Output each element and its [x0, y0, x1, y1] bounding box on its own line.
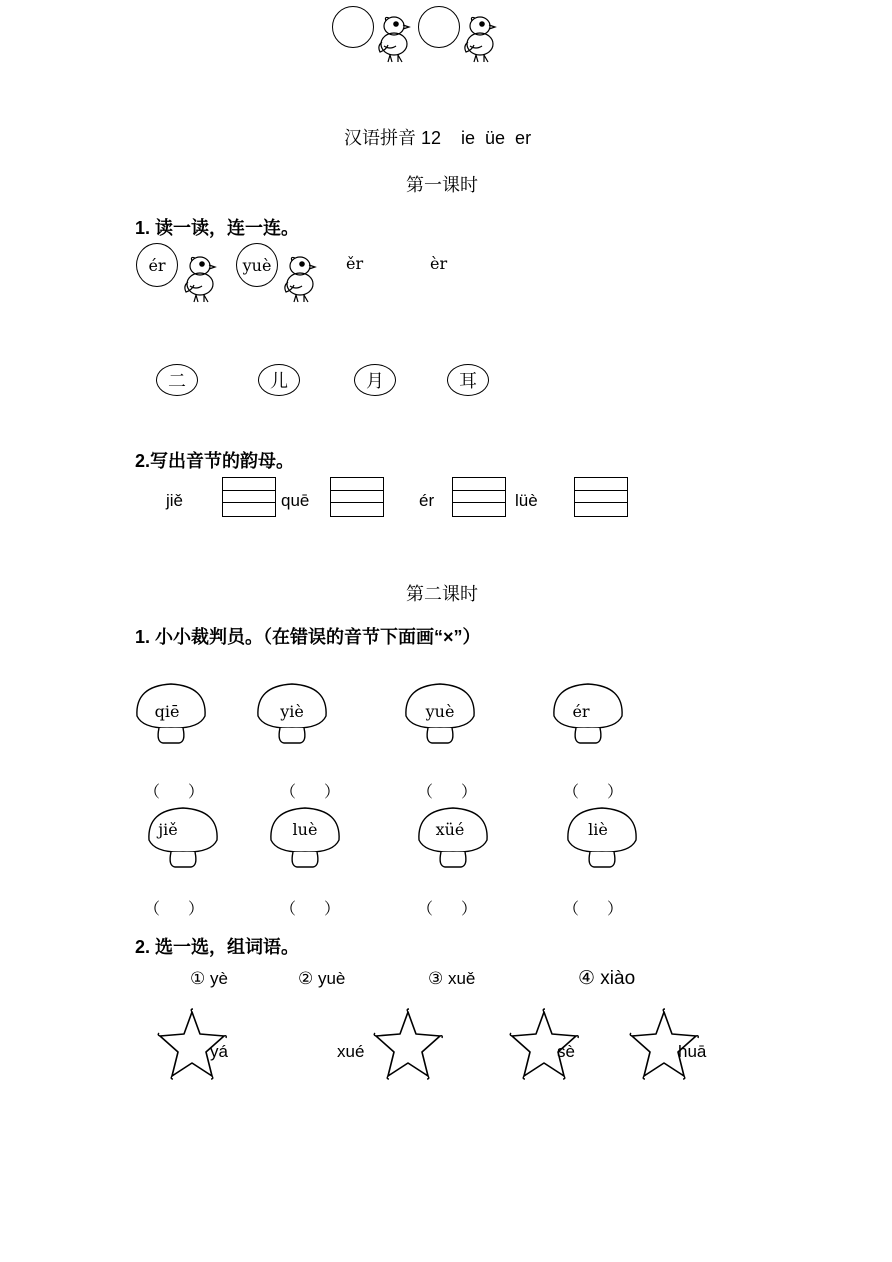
bird-icon — [180, 252, 220, 304]
pinyin-text: ér — [148, 255, 166, 275]
mushroom-pinyin: qiē — [154, 702, 180, 721]
lesson2-subtitle: 第二课时 — [406, 584, 478, 605]
char-circle-er-two[interactable] — [156, 364, 198, 396]
mushroom-card — [402, 682, 478, 746]
star-syllable-se: sè — [557, 1042, 575, 1061]
option-2[interactable]: ② yuè — [298, 969, 346, 988]
answer-parens[interactable]: （ ） — [563, 782, 623, 801]
lesson1-subtitle: 第一课时 — [406, 175, 478, 196]
star-syllable-hua: huā — [678, 1042, 707, 1061]
mushroom-pinyin: jiě — [158, 820, 178, 839]
answer-grid[interactable] — [330, 477, 384, 517]
syllable-er: ér — [419, 491, 435, 510]
syllable-jie: jiě — [166, 491, 184, 510]
answer-parens[interactable]: （ ） — [417, 782, 477, 801]
bird-icon — [374, 12, 414, 64]
answer-parens[interactable]: （ ） — [280, 782, 340, 801]
star-syllable-xue: xué — [337, 1042, 365, 1061]
top-blank-circle-1 — [332, 6, 374, 48]
answer-grid[interactable] — [452, 477, 506, 517]
lesson1-q2-heading: 2.写出音节的韵母。 — [135, 451, 295, 471]
mushroom-card — [267, 806, 343, 870]
option-1[interactable]: ① yè — [190, 969, 228, 988]
mushroom-pinyin: ér — [572, 702, 590, 721]
mushroom-pinyin: liè — [588, 820, 608, 839]
top-blank-circle-2 — [418, 6, 460, 48]
mushroom-card — [550, 682, 626, 746]
option-4[interactable]: ④ xiào — [578, 968, 636, 989]
char-text: 儿 — [270, 371, 288, 392]
char-circle-yue-moon[interactable] — [354, 364, 396, 396]
pinyin-er3[interactable]: ěr — [346, 254, 364, 273]
char-text: 月 — [366, 371, 384, 392]
syllable-lue: lüè — [515, 491, 538, 510]
star-syllable-ya: yá — [210, 1042, 228, 1061]
star-icon[interactable] — [372, 1008, 444, 1080]
mushroom-card — [415, 806, 491, 870]
mushroom-pinyin: xüé — [435, 820, 465, 839]
pinyin-er4[interactable]: èr — [430, 254, 448, 273]
answer-grid[interactable] — [222, 477, 276, 517]
lesson2-q1-heading: 1. 小小裁判员。（在错误的音节下面画“×”） — [135, 627, 481, 647]
pinyin-circle-yue[interactable] — [236, 243, 278, 287]
lesson2-q2-heading: 2. 选一选，组词语。 — [135, 937, 300, 957]
answer-parens[interactable]: （ ） — [280, 899, 340, 918]
char-circle-er-ear[interactable] — [447, 364, 489, 396]
answer-parens[interactable]: （ ） — [144, 899, 204, 918]
mushroom-card — [133, 682, 209, 746]
lesson1-q1-heading: 1. 读一读，连一连。 — [135, 218, 300, 238]
mushroom-pinyin: yiè — [280, 702, 304, 721]
answer-parens[interactable]: （ ） — [417, 899, 477, 918]
mushroom-card — [564, 806, 640, 870]
answer-parens[interactable]: （ ） — [144, 782, 204, 801]
page-title: 汉语拼音 12 ie üe er — [344, 128, 532, 148]
answer-grid[interactable] — [574, 477, 628, 517]
mushroom-pinyin: luè — [292, 820, 318, 839]
answer-parens[interactable]: （ ） — [563, 899, 623, 918]
mushroom-pinyin: yuè — [425, 702, 455, 721]
option-3[interactable]: ③ xuě — [428, 969, 476, 988]
pinyin-text: yuè — [242, 255, 272, 275]
syllable-que: quē — [281, 491, 310, 510]
char-text: 耳 — [459, 371, 477, 392]
char-text: 二 — [168, 371, 186, 392]
bird-icon — [460, 12, 500, 64]
mushroom-card — [145, 806, 221, 870]
pinyin-circle-er[interactable] — [136, 243, 178, 287]
char-circle-er-child[interactable] — [258, 364, 300, 396]
bird-icon — [280, 252, 320, 304]
mushroom-card — [254, 682, 330, 746]
